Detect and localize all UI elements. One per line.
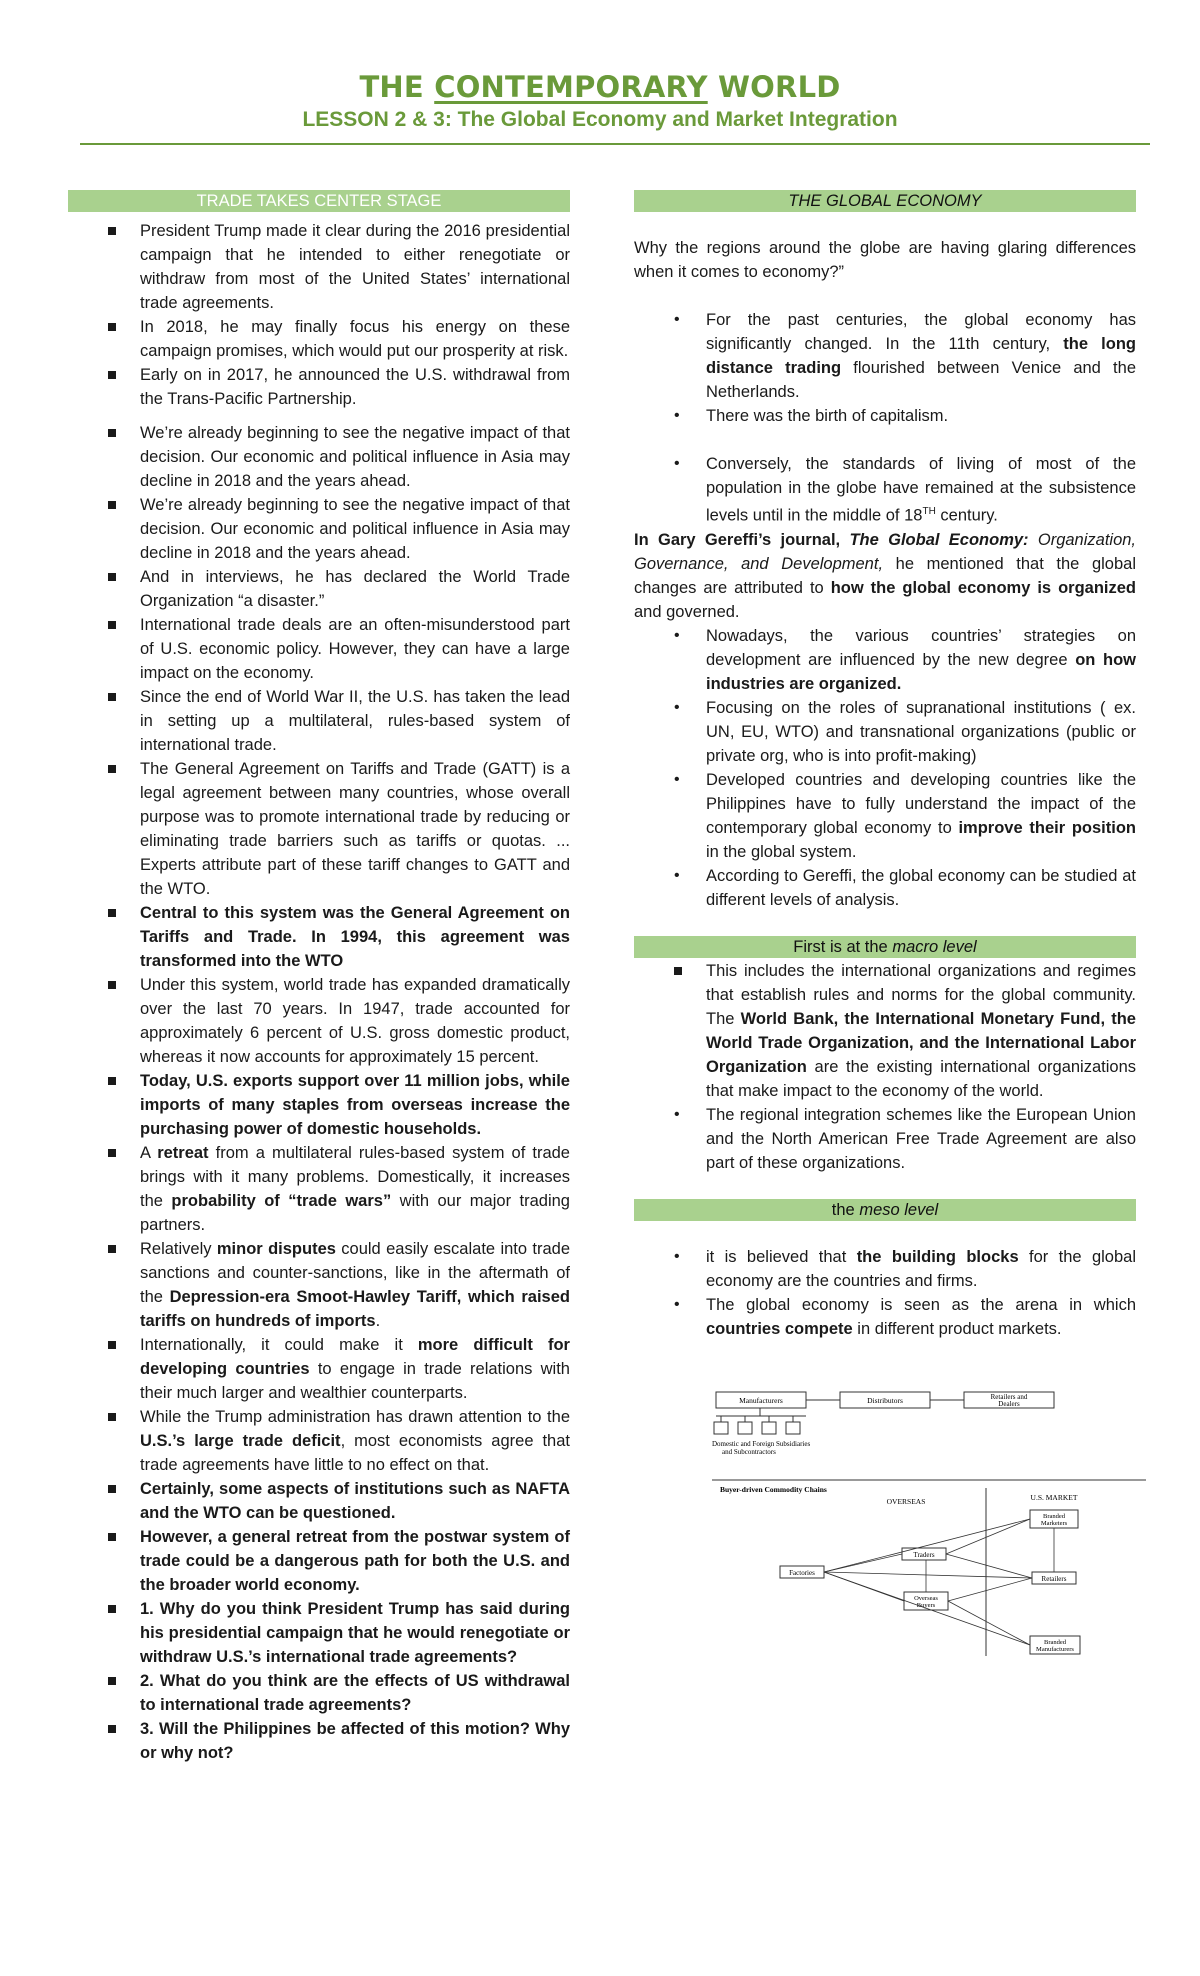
list-item: And in interviews, he has declared the World Trade Organization “a disaster.”	[68, 565, 570, 613]
manufacturers-label: Manufacturers	[739, 1396, 783, 1405]
page-subtitle: LESSON 2 & 3: The Global Economy and Market Integration	[302, 108, 898, 131]
producer-chain-diagram	[708, 1386, 1068, 1462]
branded-manufacturers-label-2: Manufacturers	[1036, 1646, 1074, 1653]
list-item: Relatively minor disputes could easily escalate into trade sanctions and counter-sanctions, like in the aftermath of the Depression-era Smoot-Hawley Tariff, which raised tariffs on hundreds of imports.	[68, 1237, 570, 1333]
list-item: A retreat from a multilateral rules-based system of trade brings with it many problems. Domestically, it increases the probability of “trade wars” with our major trading partners.	[68, 1141, 570, 1237]
list-item: Since the end of World War II, the U.S. has taken the lead in setting up a multilateral, rules-based system of international trade.	[68, 685, 570, 757]
overseas-buyers-label-2: Buyers	[916, 1602, 936, 1609]
macro-bullet-list	[634, 959, 1136, 1103]
branded-manufacturers-label-1: Branded	[1043, 1639, 1067, 1646]
branded-marketers-label-1: Branded	[1042, 1513, 1066, 1520]
intro-question: Why the regions around the globe are having glaring differences when it comes to economy?”	[634, 239, 1136, 281]
buyer-chain-title: Buyer-driven Commodity Chains	[720, 1485, 827, 1494]
list-item: However, a general retreat from the postwar system of trade could be a dangerous path for both the U.S. and the broader world economy.	[68, 1525, 570, 1597]
list-item: • Developed countries and developing countries like the Philippines have to fully understand the impact of the contemporary global economy to improve their position in the global system.	[634, 768, 1136, 864]
overseas-buyers-label-1: Overseas	[914, 1595, 938, 1602]
traders-label: Traders	[913, 1551, 935, 1559]
list-item: • For the past centuries, the global economy has significantly changed. In the 11th century, the long distance trading flourished between Venice and the Netherlands.	[634, 308, 1136, 404]
list-item: We’re already beginning to see the negative impact of that decision. Our economic and political influence in Asia may decline in 2018 and the years ahead.	[68, 421, 570, 493]
list-item: We’re already beginning to see the negative impact of that decision. Our economic and political influence in Asia may decline in 2018 and the years ahead.	[68, 493, 570, 565]
list-item: • Focusing on the roles of supranational institutions ( ex. UN, EU, WTO) and transnational organizations (public or private org, who is into profit-making)	[634, 696, 1136, 768]
list-item: • There was the birth of capitalism.	[634, 404, 1136, 428]
list-item: Under this system, world trade has expanded dramatically over the last 70 years. In 1947, trade accounted for approximately 6 percent of U.S. gross domestic product, whereas it now accounts for approximately 15 percent.	[68, 973, 570, 1069]
subsidiaries-label-2: and Subcontractors	[722, 1448, 776, 1456]
list-item: • it is believed that the building blocks for the global economy are the countries and firms.	[634, 1245, 1136, 1293]
factories-label: Factories	[789, 1569, 815, 1577]
title-underlined-word: CONTEMPORARY	[434, 70, 708, 104]
retailers-label-2: Dealers	[998, 1400, 1020, 1408]
question-item: 1. Why do you think President Trump has said during his presidential campaign that he would renegotiate or withdraw U.S.’s international trade agreements?	[68, 1597, 570, 1669]
list-item: While the Trump administration has drawn attention to the U.S.’s large trade deficit, most economists agree that trade agreements have little to no effect on that.	[68, 1405, 570, 1477]
header-divider	[80, 143, 1150, 145]
section-heading-meso: the meso level	[634, 1199, 1136, 1221]
list-item: This includes the international organizations and regimes that establish rules and norms for the global community. The World Bank, the International Monetary Fund, the World Trade Organization, and the International Labor Organization are the existing international organizations that make impact to the economy of the world.	[634, 959, 1136, 1103]
section-heading-trade: TRADE TAKES CENTER STAGE	[68, 190, 570, 212]
list-item: International trade deals are an often-misunderstood part of U.S. economic policy. However, they can have a large impact on the economy.	[68, 613, 570, 685]
retailers-label: Retailers	[1041, 1575, 1067, 1583]
section-heading-global-economy: THE GLOBAL ECONOMY	[634, 190, 1136, 212]
macro-dot-list	[634, 1103, 1136, 1175]
list-item: Certainly, some aspects of institutions such as NAFTA and the WTO can be questioned.	[68, 1477, 570, 1525]
retailers-label-1: Retailers and	[990, 1393, 1028, 1401]
gereffi-bullet-list	[634, 624, 1136, 912]
question-item: 2. What do you think are the effects of US withdrawal to international trade agreements?	[68, 1669, 570, 1717]
distributors-label: Distributors	[867, 1396, 903, 1405]
trade-bullet-list	[68, 219, 570, 1765]
list-item: • Conversely, the standards of living of most of the population in the globe have remained at the subsistence levels until in the middle of 18TH century.	[634, 452, 1136, 528]
section-heading-macro: First is at the macro level	[634, 936, 1136, 958]
branded-marketers-label-2: Marketers	[1040, 1520, 1068, 1527]
left-column	[68, 190, 570, 1765]
subsidiaries-label-1: Domestic and Foreign Subsidiaries	[712, 1440, 811, 1448]
us-market-label: U.S. MARKET	[1030, 1493, 1078, 1502]
list-item: In 2018, he may finally focus his energy on these campaign promises, which would put our prosperity at risk.	[68, 315, 570, 363]
list-item: • Nowadays, the various countries’ strategies on development are influenced by the new degree on how industries are organized.	[634, 624, 1136, 696]
list-item: Internationally, it could make it more difficult for developing countries to engage in trade relations with their much larger and wealthier counterparts.	[68, 1333, 570, 1405]
meso-bullet-list	[634, 1245, 1136, 1341]
list-item: Central to this system was the General Agreement on Tariffs and Trade. In 1994, this agreement was transformed into the WTO	[68, 901, 570, 973]
list-item: Today, U.S. exports support over 11 million jobs, while imports of many staples from overseas increase the purchasing power of domestic households.	[68, 1069, 570, 1141]
history-bullet-list	[634, 308, 1136, 528]
list-item: The General Agreement on Tariffs and Trade (GATT) is a legal agreement between many countries, whose overall purpose was to promote international trade by reducing or eliminating trade barriers such as tariffs or quotas. ... Experts attribute part of these tariff changes to GATT and the WTO.	[68, 757, 570, 901]
list-item: • The regional integration schemes like the European Union and the North American Free Trade Agreement are also part of these organizations.	[634, 1103, 1136, 1175]
list-item: President Trump made it clear during the 2016 presidential campaign that he intended to either renegotiate or withdraw from most of the United States’ international trade agreements.	[68, 219, 570, 315]
list-item: • The global economy is seen as the arena in which countries compete in different product markets.	[634, 1293, 1136, 1341]
page-title: THE CONTEMPORARY WORLD	[359, 70, 841, 104]
overseas-label: OVERSEAS	[886, 1497, 926, 1506]
gereffi-paragraph: In Gary Gereffi’s journal, The Global Economy: Organization, Governance, and Development, he mentioned that the global changes are attributed to how the global economy is organized and governed.	[634, 530, 1137, 621]
buyer-chain-diagram	[706, 1478, 1146, 1660]
question-item: 3. Will the Philippines be affected of this motion? Why or why not?	[68, 1717, 570, 1765]
list-item: • According to Gereffi, the global economy can be studied at different levels of analysis.	[634, 864, 1136, 912]
right-column	[634, 190, 1136, 1341]
list-item: Early on in 2017, he announced the U.S. withdrawal from the Trans-Pacific Partnership.	[68, 363, 570, 411]
